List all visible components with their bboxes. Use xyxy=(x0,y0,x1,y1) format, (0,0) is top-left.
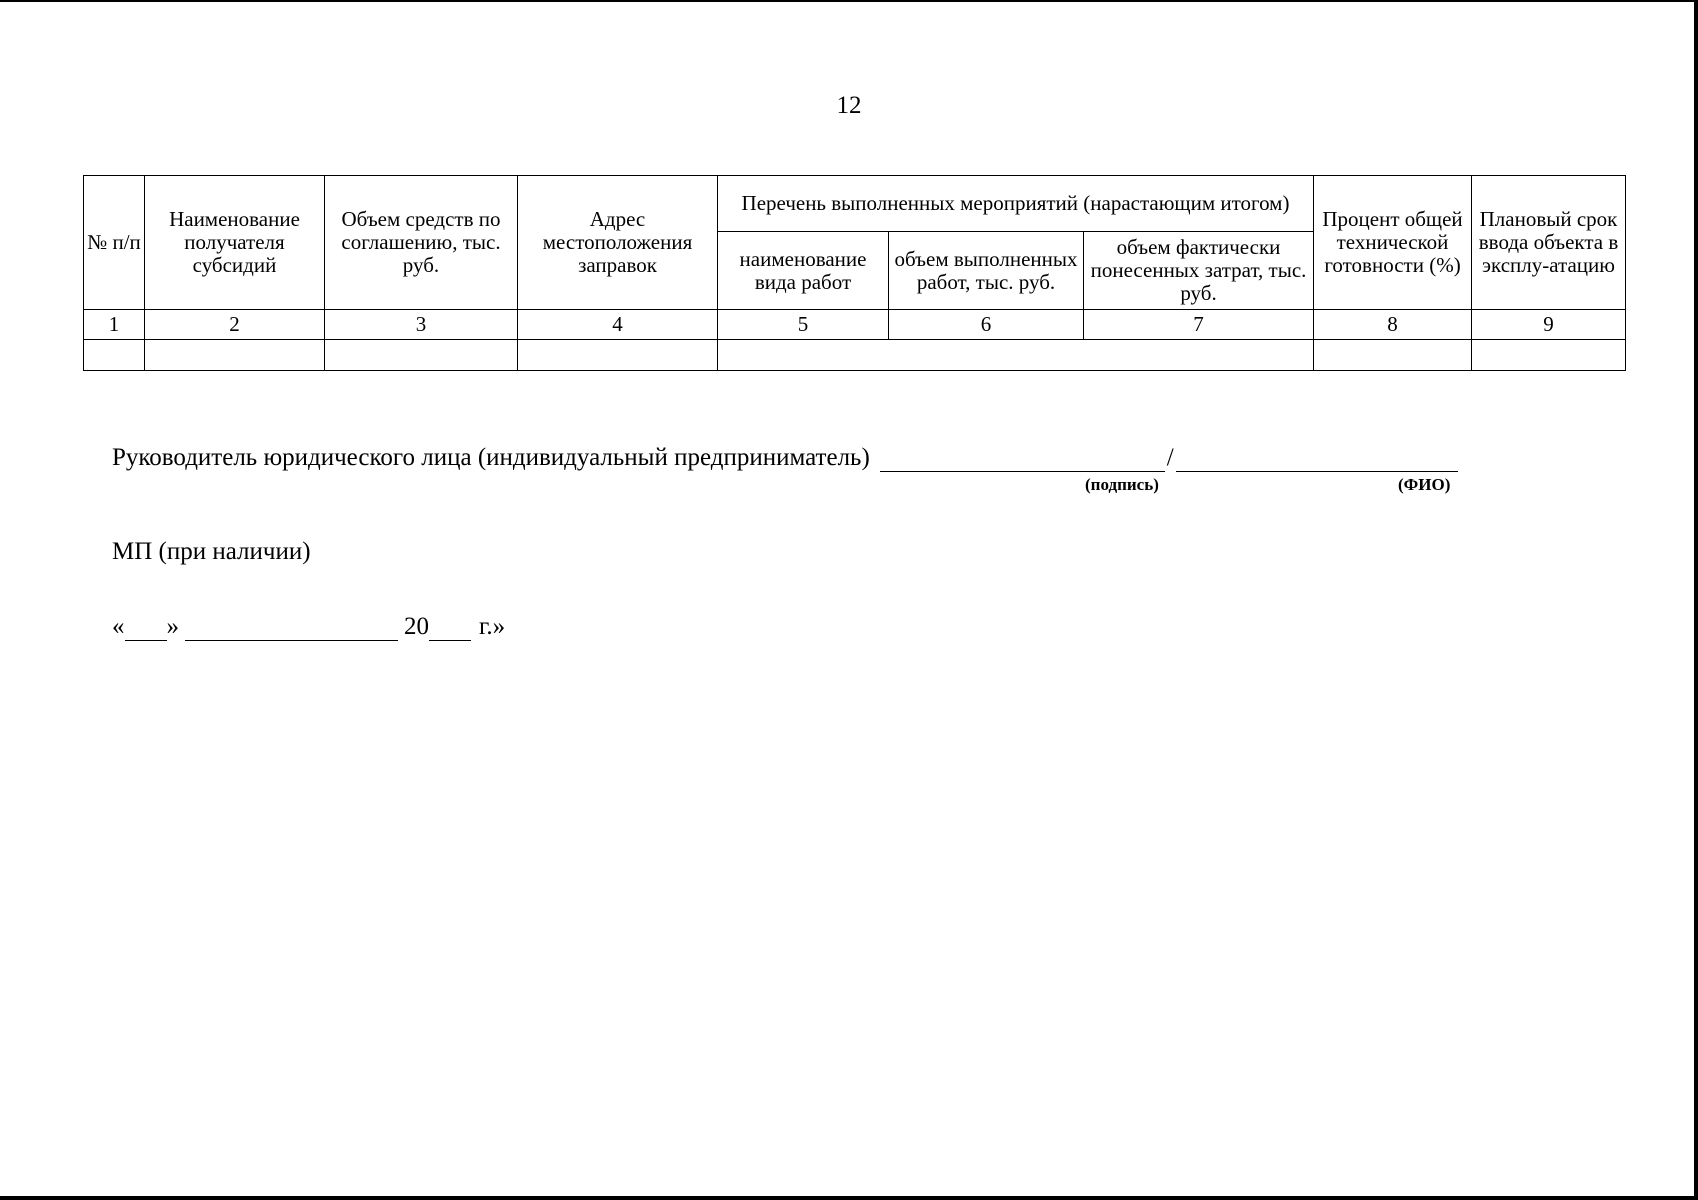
table-cell xyxy=(325,340,518,371)
signature-caption: (подпись) xyxy=(1085,475,1159,494)
column-number: 3 xyxy=(325,310,518,340)
column-number: 8 xyxy=(1314,310,1472,340)
table-cell xyxy=(718,340,1314,371)
header-work-volume: объем выполненных работ, тыс. руб. xyxy=(889,232,1084,310)
column-number: 1 xyxy=(84,310,145,340)
year-prefix: 20 xyxy=(404,613,429,640)
header-num: № п/п xyxy=(84,176,145,310)
day-field xyxy=(125,612,167,641)
table-cell xyxy=(1314,340,1472,371)
date-close-quote: » xyxy=(166,613,179,640)
header-readiness: Процент общей технической готовности (%) xyxy=(1314,176,1472,310)
year-suffix: г.» xyxy=(479,613,506,640)
report-table xyxy=(83,175,1626,371)
name-field xyxy=(1176,443,1458,472)
table-cell xyxy=(145,340,325,371)
date-open-quote: « xyxy=(112,613,125,640)
signature-field xyxy=(880,443,1165,472)
header-recipient: Наименование получателя субсидий xyxy=(145,176,325,310)
header-work-type: наименование вида работ xyxy=(718,232,889,310)
column-number: 7 xyxy=(1084,310,1314,340)
table-cell xyxy=(1472,340,1626,371)
year-field xyxy=(429,612,471,641)
column-number: 6 xyxy=(889,310,1084,340)
month-field xyxy=(185,612,398,641)
signature-label: Руководитель юридического лица (индивидуальный предприниматель) xyxy=(112,444,870,471)
stamp-label: МП (при наличии) xyxy=(112,538,311,565)
table-cell xyxy=(84,340,145,371)
header-actual-costs: объем фактически понесенных затрат, тыс. руб. xyxy=(1084,232,1314,310)
header-amount: Объем средств по соглашению, тыс. руб. xyxy=(325,176,518,310)
column-number: 2 xyxy=(145,310,325,340)
header-activities-group: Перечень выполненных мероприятий (нарастающим итогом) xyxy=(718,176,1314,232)
name-caption: (ФИО) xyxy=(1398,475,1451,494)
date-line xyxy=(112,612,505,641)
column-number: 4 xyxy=(518,310,718,340)
header-address: Адрес местоположения заправок xyxy=(518,176,718,310)
page-number: 12 xyxy=(836,92,862,119)
table-cell xyxy=(518,340,718,371)
header-commissioning: Плановый срок ввода объекта в эксплу-атацию xyxy=(1472,176,1626,310)
signature-slash: / xyxy=(1166,444,1174,471)
signature-line xyxy=(112,443,1458,472)
table-row xyxy=(84,340,1626,371)
column-number: 9 xyxy=(1472,310,1626,340)
column-number: 5 xyxy=(718,310,889,340)
